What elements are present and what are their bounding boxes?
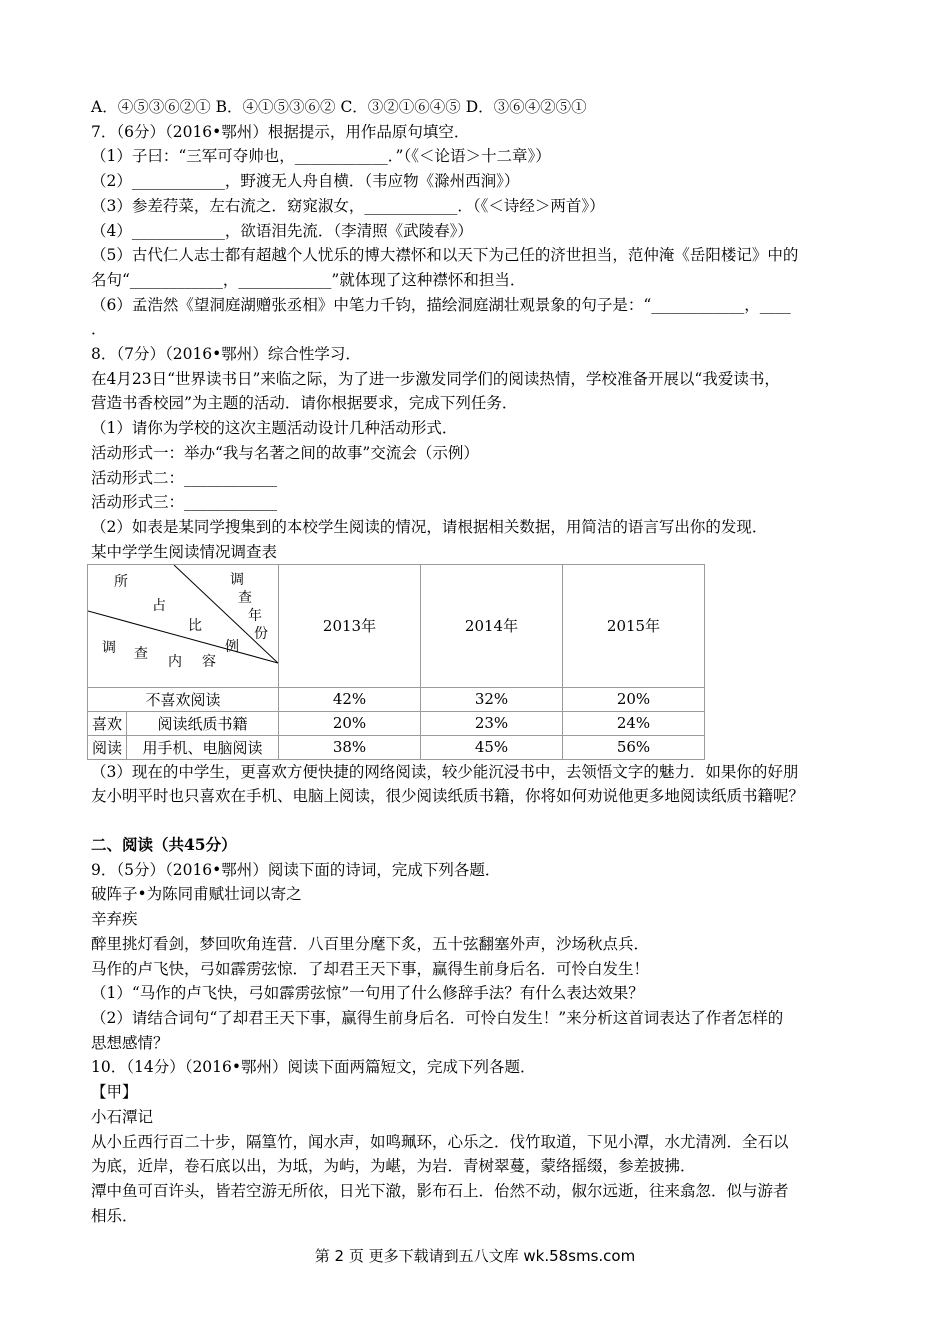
diag-label: 年 [248,607,262,624]
diagonal-header-cell [88,564,279,687]
group-label: 喜欢 [88,711,127,735]
text-line: （3）参差荇菜，左右流之．窈窕淑女，____________．（《＜诗经＞两首》） [91,196,605,215]
table-cell: 23% [421,711,563,735]
diag-label: 例 [225,638,239,655]
year-header: 2015年 [563,564,705,687]
table-cell: 20% [279,711,421,735]
text-line: 名句“____________，____________”就体现了这种襟怀和担当． [91,270,526,289]
text-line: 活动形式二：____________ [91,468,278,487]
text-line: 8．（7分）（2016•鄂州）综合性学习． [91,345,361,364]
diag-label: 占 [152,597,166,614]
diag-label: 比 [188,617,202,634]
group-label: 阅读 [88,735,127,759]
diag-label: 查 [238,589,252,606]
document-page [91,95,866,1228]
survey-table [87,564,705,760]
table-cell: 45% [421,735,563,759]
text-line: 营造书香校园”为主题的活动．请你根据要求，完成下列任务． [91,394,518,413]
text-line: （1）请你为学校的这次主题活动设计几种活动形式． [91,419,458,438]
year-header: 2013年 [279,564,421,687]
text-line: （5）古代仁人志士都有超越个人忧乐的博大襟怀和以天下为己任的济世担当，范仲淹《岳阳楼记》中的 [91,246,799,265]
diag-label: 内 [168,653,182,670]
table-row [88,687,705,711]
question-block-mid [91,760,866,809]
text-line: （2）____________，野渡无人舟自横．（韦应物《滁州西涧》） [91,172,520,191]
text-line: （3）现在的中学生，更喜欢方便快捷的网络阅读，较少能沉浸书中，去领悟文字的魅力．如果你的好朋 [91,762,799,781]
row-label: 不喜欢阅读 [88,687,279,711]
text-line: 为底，近岸，卷石底以出，为坻，为屿，为嵁，为岩．青树翠蔓，蒙络摇缀，参差披拂． [91,1157,696,1176]
text-line: 10．（14分）（2016•鄂州）阅读下面两篇短文，完成下列各题． [91,1058,536,1077]
text-line: 辛弃疾 [91,910,138,929]
text-line: 思想感情？ [91,1033,169,1052]
text-line: 相乐． [91,1206,138,1225]
text-line: 【甲】 [91,1083,138,1102]
section-title: 二、阅读（共45分） [91,835,237,855]
text-line: 潭中鱼可百许头，皆若空游无所依，日光下澈，影布石上．佁然不动，俶尔远逝，往来翕忽．似与游者 [91,1181,789,1200]
text-line: A．④⑤③⑥②① B．④①⑤③⑥② C．③②①⑥④⑤ D．③⑥④②⑤① [91,98,587,116]
text-line: 活动形式一：举办“我与名著之间的故事”交流会（示例） [91,443,479,462]
text-line: （1）子曰：“三军可夺帅也，____________．”（《＜论语＞十二章》） [91,147,551,166]
text-line: 友小明平时也只喜欢在手机、电脑上阅读，很少阅读纸质书籍，你将如何劝说他更多地阅读纸质书籍呢？ [91,787,805,806]
diag-label: 调 [102,639,116,656]
question-block-bottom [91,858,866,1229]
diag-label: 所 [114,573,128,590]
text-line: （1）“马作的卢飞快，弓如霹雳弦惊”一句用了什么修辞手法？有什么表达效果？ [91,984,644,1003]
diag-label: 份 [254,625,268,642]
text-line: 在4月23日“世界读书日”来临之际，为了进一步激发同学们的阅读热情，学校准备开展以“我爱读书， [91,369,780,388]
table-row [88,711,705,735]
table-cell: 42% [279,687,421,711]
row-label: 阅读纸质书籍 [127,711,279,735]
text-line: 9．（5分）（2016•鄂州）阅读下面的诗词，完成下列各题． [91,860,501,879]
text-line: 从小丘西行百二十步，隔篁竹，闻水声，如鸣珮环，心乐之．伐竹取道，下见小潭，水尤清冽．全石以 [91,1132,789,1151]
row-label: 用手机、电脑阅读 [127,735,279,759]
spacer [91,809,866,833]
diag-label: 调 [230,571,244,588]
text-line: 马作的卢飞快，弓如霹雳弦惊．了却君王天下事，赢得生前身后名．可怜白发生！ [91,959,650,978]
year-header: 2014年 [421,564,563,687]
table-cell: 32% [421,687,563,711]
text-line: （6）孟浩然《望洞庭湖赠张丞相》中笔力千钧，描绘洞庭湖壮观景象的句子是：“____________，____ [91,295,791,314]
table-cell: 20% [563,687,705,711]
text-line: 活动形式三：____________ [91,493,278,512]
text-line: （2）请结合词句“了却君王天下事，赢得生前身后名．可怜白发生！”来分析这首词表达了作者怎样的 [91,1008,784,1027]
table-cell: 24% [563,711,705,735]
text-line: 醉里挑灯看剑，梦回吹角连营．八百里分麾下炙，五十弦翻塞外声，沙场秋点兵． [91,934,650,953]
diag-label: 查 [134,645,148,662]
table-row [88,735,705,759]
text-line: （4）____________，欲语泪先流．（李清照《武陵春》） [91,221,473,240]
table-cell: 56% [563,735,705,759]
text-line: 小石潭记 [91,1107,154,1126]
table-cell: 38% [279,735,421,759]
text-line: ． [91,320,107,339]
table-header-row [88,564,705,687]
text-line: 7．（6分）（2016•鄂州）根据提示，用作品原句填空． [91,122,470,141]
question-block-top [91,95,866,540]
table-caption: 某中学学生阅读情况调查表 [91,542,278,561]
diag-label: 容 [202,653,216,670]
text-line: （2）如表是某同学搜集到的本校学生阅读的情况，请根据相关数据，用简洁的语言写出你的发现． [91,517,768,536]
text-line: 破阵子•为陈同甫赋壮词以寄之 [91,885,302,904]
page-footer: 第 2 页 更多下载请到五八文库 wk.58sms.com [314,1247,636,1265]
